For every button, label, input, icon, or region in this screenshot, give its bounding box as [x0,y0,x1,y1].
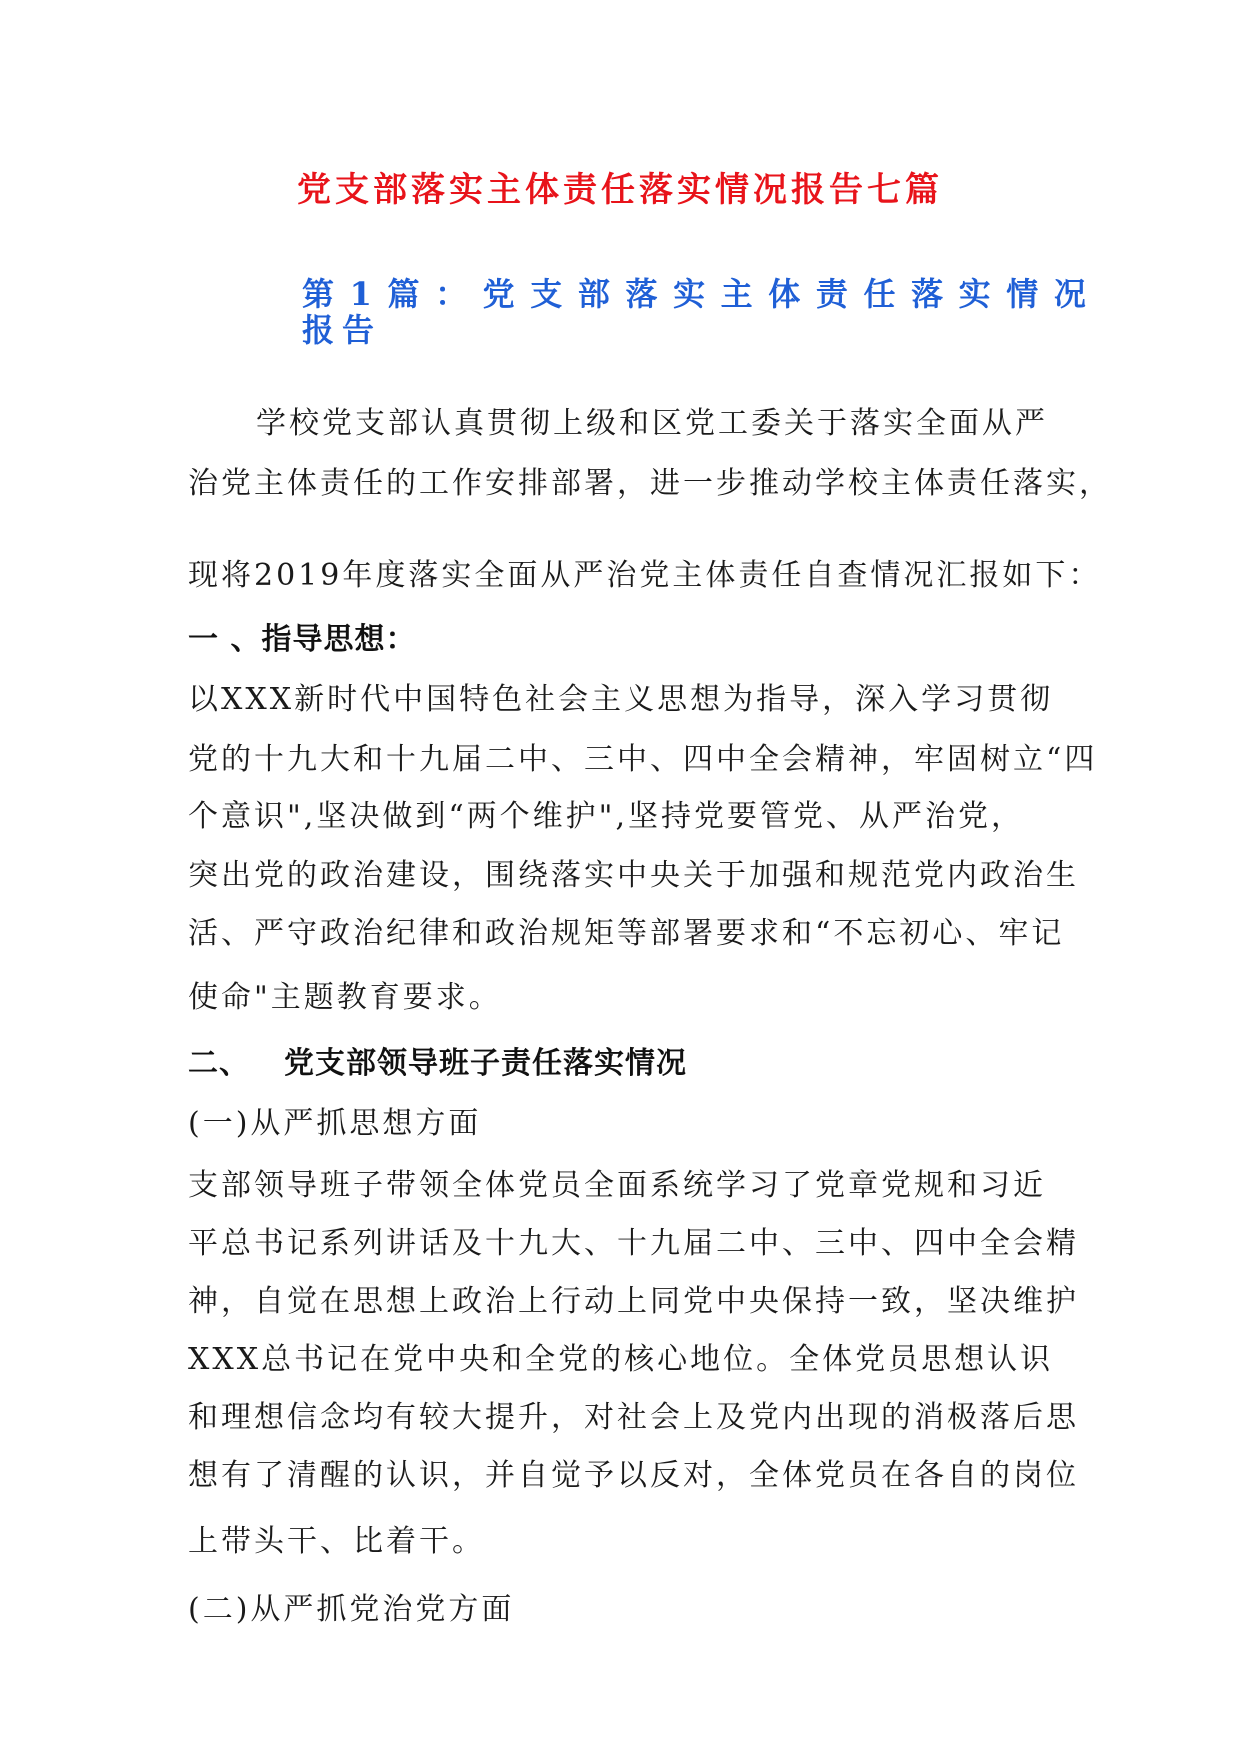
article-title-line-1: 第1篇：党支部落实主体责任落实情况 [302,275,1102,313]
section-1-line: 个意识",坚决做到“两个维护",坚持党要管党、从严治党， [188,799,1025,834]
intro-line-2: 治党主体责任的工作安排部署，进一步推动学校主体责任落实， [188,466,1112,501]
subsection-1-line: 上带头干、比着干。 [188,1524,485,1559]
subsection-1-line: 支部领导班子带领全体党员全面系统学习了党章党规和习近 [188,1168,1046,1203]
section-1-line: 党的十九大和十九届二中、三中、四中全会精神，牢固树立“四 [188,742,1098,777]
section-2-number: 二、 [188,1046,250,1081]
document-title: 党支部落实主体责任落实情况报告七篇 [297,170,943,210]
article-title-line-2: 报告 [302,311,383,349]
section-1-heading [188,620,416,660]
subsection-1-line: 和理想信念均有较大提升，对社会上及党内出现的消极落后思 [188,1400,1079,1435]
subsection-1-line: 神，自觉在思想上政治上行动上同党中央保持一致，坚决维护 [188,1284,1079,1319]
intro-line-1: 学校党支部认真贯彻上级和区党工委关于落实全面从严 [256,406,1048,441]
section-1-number: 一 、 [188,622,262,657]
intro-line-3: 现将2019年度落实全面从严治党主体责任自查情况汇报如下： [188,558,1102,593]
subsection-1-title: (一)从严抓思想方面 [188,1106,482,1141]
section-1-line: 使命"主题教育要求。 [188,980,502,1015]
section-1-line: 活、严守政治纪律和政治规矩等部署要求和“不忘初心、牢记 [188,916,1065,951]
section-1-line: 突出党的政治建设，围绕落实中央关于加强和规范党内政治生 [188,858,1079,893]
section-1-title: 指导思想： [261,622,417,657]
section-1-line: 以XXX新时代中国特色社会主义思想为指导，深入学习贯彻 [188,682,1054,717]
section-2-title: 党支部领导班子责任落实情况 [284,1046,687,1081]
subsection-1-line: 想有了清醒的认识，并自觉予以反对，全体党员在各自的岗位 [188,1458,1079,1493]
subsection-1-line: 平总书记系列讲话及十九大、十九届二中、三中、四中全会精 [188,1226,1079,1261]
subsection-1-line: XXX总书记在党中央和全党的核心地位。全体党员思想认识 [188,1342,1054,1377]
subsection-2-title: (二)从严抓党治党方面 [188,1592,515,1627]
section-2-heading [188,1044,687,1084]
